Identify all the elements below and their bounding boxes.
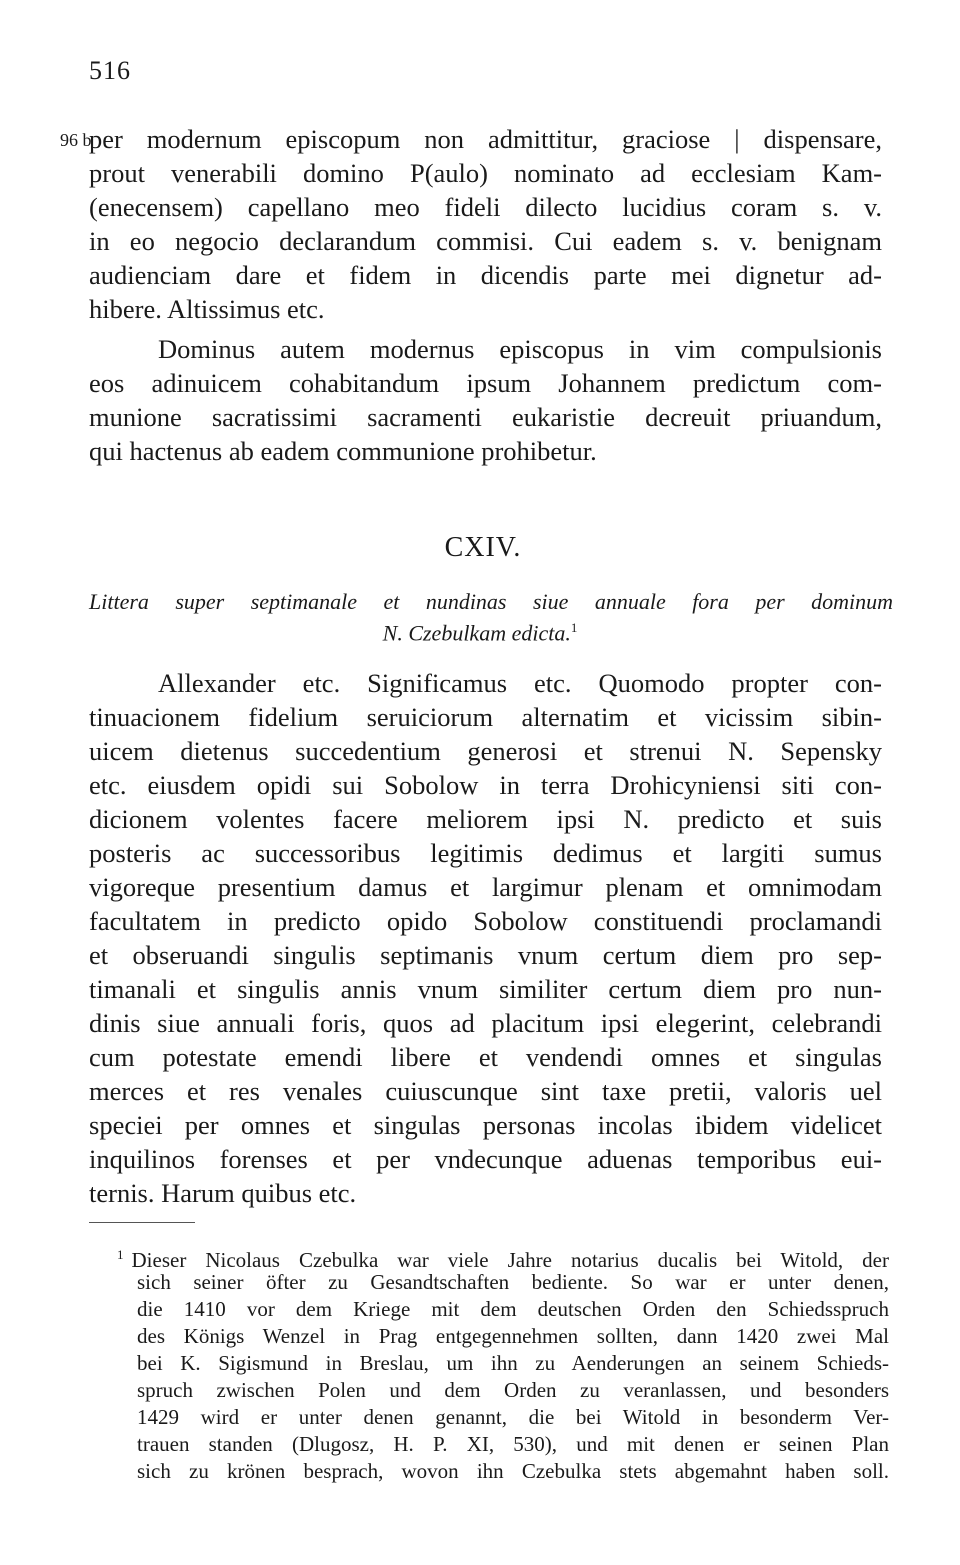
footnote-text: Dieser Nicolaus Czebulka war viele Jahre notarius ducalis bei Witold, der: [131, 1248, 889, 1272]
section-subtitle: Littera super septimanale et nundinas siue annuale fora per dominum: [89, 589, 893, 614]
footnote-line: sich seiner öfter zu Gesandtschaften bediente. So war er unter denen,: [137, 1270, 889, 1294]
text-line: merces et res venales cuiuscunque sint taxe pretii, valoris uel: [89, 1076, 882, 1106]
text-line: hibere. Altissimus etc.: [89, 294, 325, 324]
text-line: Dominus autem modernus episcopus in vim compulsionis: [158, 334, 882, 364]
section-subtitle-continued: [0, 614, 960, 647]
text-line: uicem dietenus succedentium generosi et strenui N. Sepensky: [89, 736, 882, 766]
text-line: cum potestate emendi libere et vendendi omnes et singulas: [89, 1042, 882, 1072]
footnote-line: sich zu krönen besprach, wovon ihn Czebulka stets abgemahnt haben soll.: [137, 1459, 889, 1483]
text-line: audienciam dare et fidem in dicendis parte mei dignetur ad-: [89, 260, 882, 290]
text-line: timanali et singulis annis vnum similiter certum diem pro nun-: [89, 974, 882, 1004]
margin-folio-note: 96 b: [60, 130, 92, 150]
text-line: etc. eiusdem opidi sui Sobolow in terra Drohicyniensi siti con-: [89, 770, 882, 800]
text-line: ternis. Harum quibus etc.: [89, 1178, 357, 1208]
footnote-line: 1429 wird er unter denen genannt, die bei Witold in besonderm Ver-: [137, 1405, 889, 1429]
footnote-line: trauen standen (Dlugosz, H. P. XI, 530), und mit denen er seinen Plan: [137, 1432, 889, 1456]
text-line: (enecensem) capellano meo fideli dilecto lucidius coram s. v.: [89, 192, 882, 222]
text-line: in eo negocio declarandum commisi. Cui eadem s. v. benignam: [89, 226, 882, 256]
footnote-line: bei K. Sigismund in Breslau, um ihn zu Aenderungen an seinem Schieds-: [137, 1351, 889, 1375]
text-line: prout venerabili domino P(aulo) nominato ad ecclesiam Kam-: [89, 158, 882, 188]
text-line: eos adinuicem cohabitandum ipsum Johannem predictum com-: [89, 368, 882, 398]
text-line: inquilinos forenses et per vndecunque aduenas temporibus eui-: [89, 1144, 882, 1174]
text-line: qui hactenus ab eadem communione prohibetur.: [89, 436, 597, 466]
text-line: et obseruandi singulis septimanis vnum certum diem pro sep-: [89, 940, 882, 970]
footnote-divider: [89, 1222, 195, 1223]
text-line: speciei per omnes et singulas personas incolas ibidem videlicet: [89, 1110, 882, 1140]
footnote-line: spruch zwischen Polen und dem Orden zu veranlassen, und besonders: [137, 1378, 889, 1402]
text-line: posteris ac successoribus legitimis dedimus et largiti sumus: [89, 838, 882, 868]
text-line: tinuacionem fidelium seruiciorum alternatim et vicissim sibin-: [89, 702, 882, 732]
page-number: 516: [89, 56, 131, 85]
text-line: per modernum episcopum non admittitur, graciose | dispensare,: [89, 124, 882, 154]
footnote-marker: 1: [117, 1247, 124, 1262]
text-line: dinis siue annuali foris, quos ad placitum ipsi elegerint, celebrandi: [89, 1008, 882, 1038]
subtitle-text: N. Czebulkam edicta.: [382, 620, 571, 646]
section-heading: CXIV.: [444, 532, 522, 563]
text-line: munione sacratissimi sacramenti eukaristie decreuit priuandum,: [89, 402, 882, 432]
footnote-line: die 1410 vor dem Kriege mit dem deutschen Orden den Schiedsspruch: [137, 1297, 889, 1321]
footnote-line: des Königs Wenzel in Prag entgegennehmen sollten, dann 1420 zwei Mal: [137, 1324, 889, 1348]
text-line: Allexander etc. Significamus etc. Quomodo propter con-: [158, 668, 882, 698]
text-line: vigoreque presentium damus et largimur plenam et omnimodam: [89, 872, 882, 902]
text-line: facultatem in predicto opido Sobolow constituendi proclamandi: [89, 906, 882, 936]
footnote-reference: 1: [570, 620, 578, 635]
text-line: dicionem volentes facere meliorem ipsi N. predicto et suis: [89, 804, 882, 834]
